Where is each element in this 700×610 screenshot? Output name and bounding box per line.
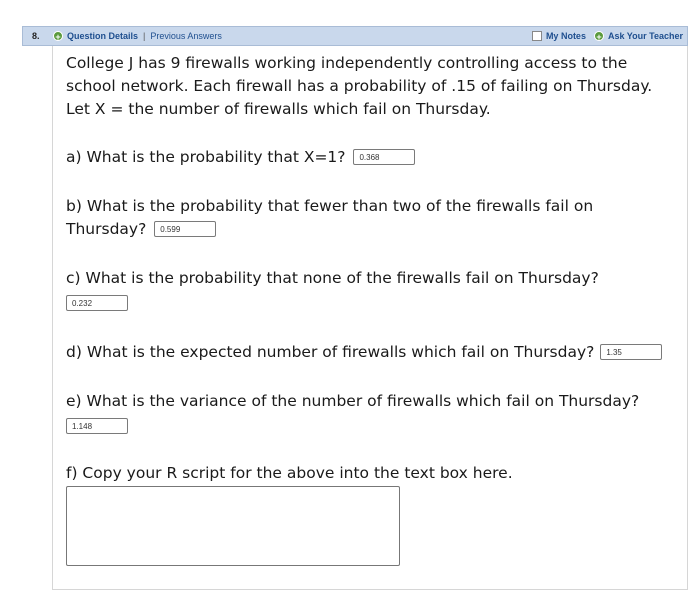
- part-c-question: c) What is the probability that none of the firewalls fail on Thursday?: [66, 269, 599, 287]
- part-c-answer-input[interactable]: 0.232: [66, 295, 128, 311]
- part-a-question: a) What is the probability that X=1?: [66, 148, 346, 166]
- problem-line-3: Let X = the number of firewalls which fail on Thursday.: [66, 100, 491, 118]
- my-notes-checkbox[interactable]: [532, 31, 542, 41]
- question-number: 8.: [32, 31, 40, 41]
- part-d-answer-input[interactable]: 1.35: [600, 344, 662, 360]
- previous-answers-link[interactable]: Previous Answers: [150, 31, 222, 41]
- part-d: [66, 341, 681, 364]
- ask-teacher-link[interactable]: Ask Your Teacher: [607, 31, 683, 41]
- part-f-question: f) Copy your R script for the above into the text box here.: [66, 464, 513, 482]
- part-b-question-line-2: Thursday?: [66, 220, 147, 238]
- part-b: [66, 195, 681, 241]
- part-d-question: d) What is the expected number of firewalls which fail on Thursday?: [66, 343, 595, 361]
- part-f: [66, 462, 681, 485]
- header-tools: [532, 31, 687, 41]
- my-notes-link[interactable]: My Notes: [545, 31, 586, 41]
- plus-circle-icon[interactable]: +: [53, 31, 63, 41]
- part-b-answer-input[interactable]: 0.599: [154, 221, 216, 237]
- problem-statement: [66, 52, 681, 121]
- part-e-answer-input[interactable]: 1.148: [66, 418, 128, 434]
- question-header-bar: [22, 26, 688, 46]
- part-a-answer-input[interactable]: 0.368: [353, 149, 415, 165]
- question-details-link[interactable]: Question Details: [67, 31, 139, 41]
- part-b-question-line-1: b) What is the probability that fewer than two of the firewalls fail on: [66, 197, 594, 215]
- part-e-question: e) What is the variance of the number of firewalls which fail on Thursday?: [66, 392, 640, 410]
- header-separator: |: [143, 31, 146, 41]
- part-a: [66, 146, 681, 169]
- ask-teacher-plus-icon[interactable]: +: [594, 31, 604, 41]
- part-c: [66, 267, 681, 312]
- problem-line-2: school network. Each firewall has a probability of .15 of failing on Thursday.: [66, 77, 653, 95]
- problem-line-1: College J has 9 firewalls working independently controlling access to the: [66, 54, 628, 72]
- r-script-textarea[interactable]: [66, 486, 400, 566]
- part-e: [66, 390, 681, 435]
